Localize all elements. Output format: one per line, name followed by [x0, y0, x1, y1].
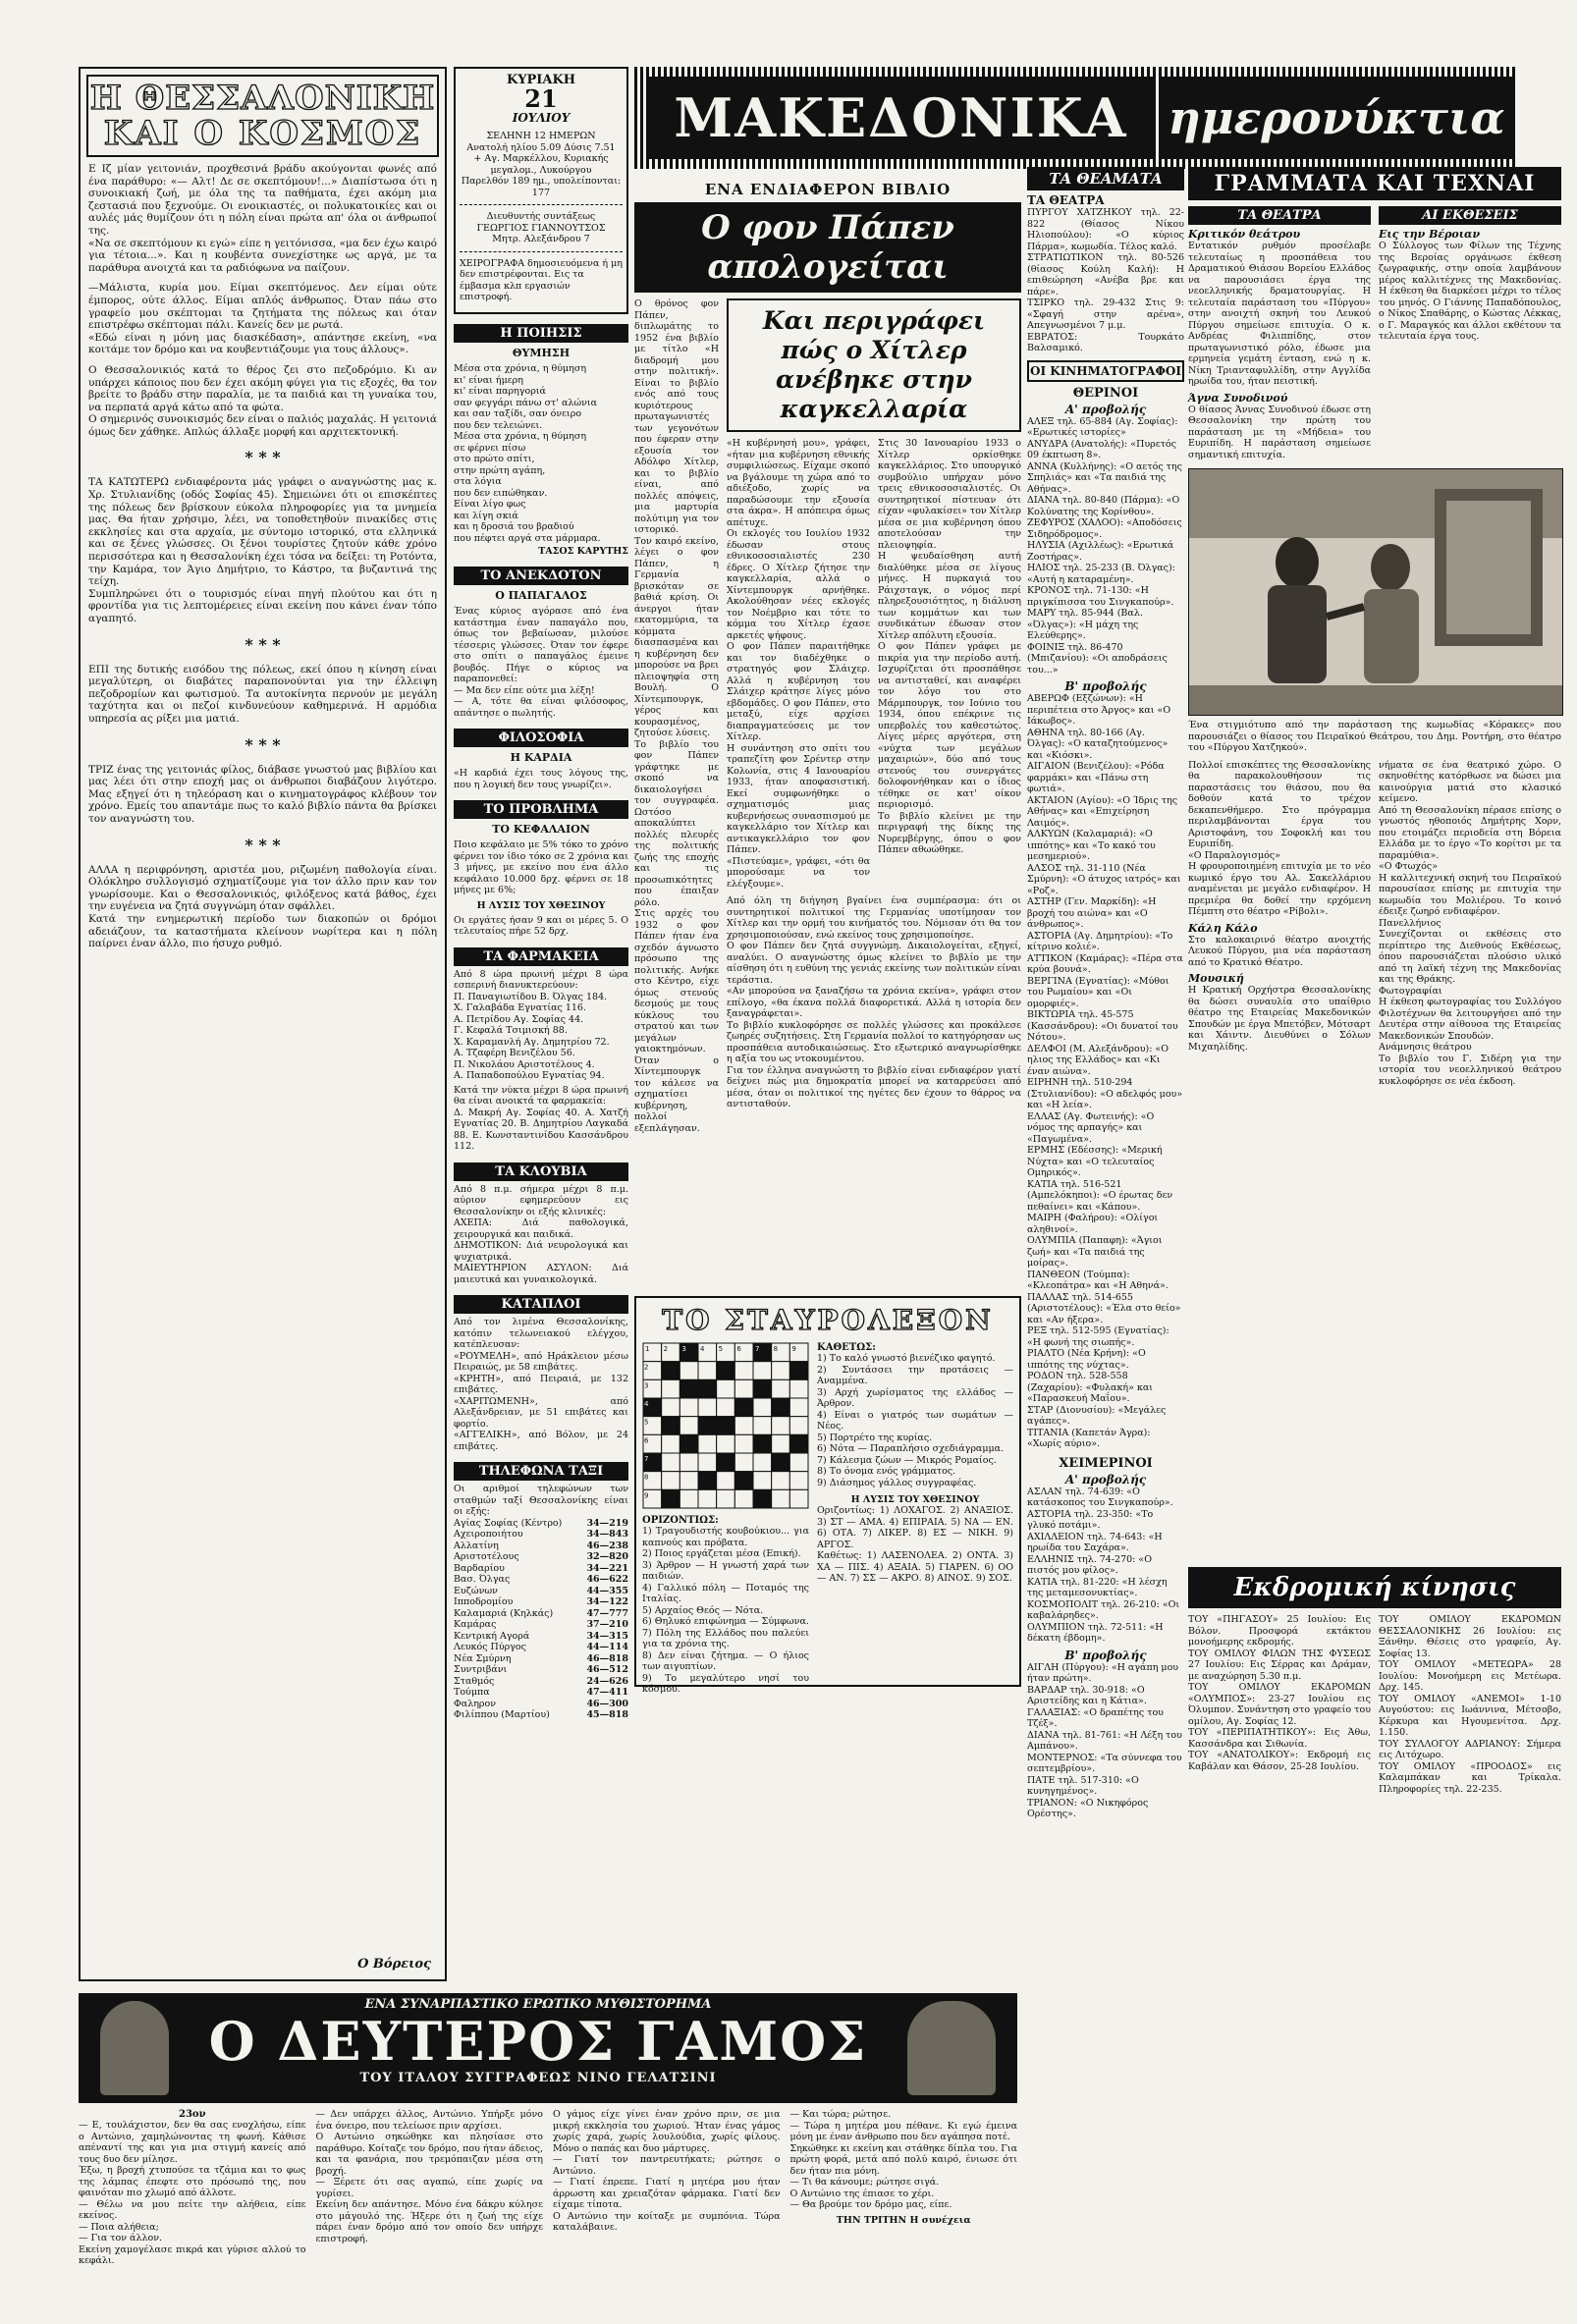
philosophy-section	[454, 729, 632, 790]
unity-header: Άγνα Συνοδινού	[1188, 391, 1288, 405]
theater-photo	[1188, 468, 1563, 716]
section-separator: * * *	[245, 734, 281, 754]
novel-section	[79, 1993, 1017, 2313]
clinics-header: ΤΑ ΚΛΟΥΒΙΑ	[454, 1162, 628, 1181]
poetry-text: Μέσα στα χρόνια, η θύμηση κι' είναι ήμερη κι' είναι παρηγοριά σαν φεγγάρι πάνω στ' αλώνια και σαν ταξίδι, σαν όνειρο που δεν τελειώνει. Μέσα στα χρόνια, η θύμηση σε φέρνει πίσω στο πρώτο σπίτι, στην πρώτη αγάπη, στα λόγια που δεν ειπώθηκαν. Είναι λίγο φως και λίγη σκιά και η δροσιά του βραδιού που πέφτει αργά στα μάρμαρα.	[454, 363, 601, 544]
taxi-phone-row	[454, 1642, 628, 1653]
crossword-cell[interactable]	[662, 1472, 680, 1490]
second-run-list: ΑΒΕΡΩΦ (Εξζώνων): «Η περιπέτεια στο Άργος» και «Ο Ιάκωβος». ΑΘΗΝΑ τηλ. 80-166 (Αγ. Όλγας): «Ο καταζητούμενος» και «Κιόσκι». ΑΙΓΑΙΟΝ (Βενιζέλου): «Ρόδα φαρμάκι» και «Πάνω στη φωτιά». ΑΚΤΑΙΟΝ (Αγίου): «Ο Ίδρις της Αθήνας» και «Επιχείρηση Λαιμός». ΑΛΚΥΩΝ (Καλαμαριά): «Ο ιππότης» και «Το κακό του μεσημεριού». ΑΛΣΟΣ τηλ. 31-110 (Νέα Σμύρνη): «Ο άτυχος ιατρός» και «Ροζ». ΑΣΤΗΡ (Γεν. Μαρκίδη): «Η βροχή του αιώνα» και «Ο άνθρωπος». ΑΣΤΟΡΙΑ (Αγ. Δημητρίου): «Το κίτρινο κολιέ». ΑΤΤΙΚΟΝ (Καμάρας): «Πέρα στα κρύα βουνά». ΒΕΡΓΙΝΑ (Εγνατίας): «Μύθοι του Ρωμαίου» και «Οι ομορφιές». ΒΙΚΤΩΡΙΑ τηλ. 45-575 (Κασσάνδρου): «Οι δυνατοί του Νότου». ΔΕΛΦΟΙ (Μ. Αλεξάνδρου): «Ο ηλιος της Ελλάδος» και «Κι έναν αιώνα». ΕΙΡΗΝΗ τηλ. 510-294 (Στυλιανίδου): «Ο αδελφός μου» και «Η λεία». ΕΛΛΑΣ (Αγ. Φωτεινής): «Ο νόμος της αρπαγής» και «Παγωμένα». ΕΡΜΗΣ (Εδέσσης): «Μερική Νύχτα» και «Ο τελευταίος Ομηρικός». ΚΑΤΙΑ τηλ. 516-521 (Αμπελόκηποι): «Ο έρωτας δεν πεθαίνει» και «Κάπου». ΜΑΙΡΗ (Φαλήρου): «Ολίγοι αληθινοί». ΟΛΥΜΠΙΑ (Παπαφη): «Άγιοι ζωή» και «Τα παιδιά της μοίρας». ΠΑΝΘΕΟΝ (Τούμπα): «Κλεοπάτρα» και «Η Αθηνά». ΠΑΛΛΑΣ τηλ. 514-655 (Αριστοτέλους): «Έλα στο θείο» και «Αν ήξερα». ΡΕΞ τηλ. 512-595 (Εγνατίας): «Η φωνή της σιωπής». ΡΙΑΛΤΟ (Νέα Κρήνη): «Ο ιππότης της νύχτας». ΡΟΔΟΝ τηλ. 528-558 (Ζαχαρίου): «Φυλακή» και «Παρασκευή Μαΐου». ΣΤΑΡ (Διονυσίου): «Μεγάλες αγάπες». ΤΙΤΑΝΙΑ (Καπετάν Άγρα): «Χωρίς αύριο».	[1027, 693, 1183, 1449]
crossword-column-number: 3	[681, 1345, 686, 1353]
crossword-row-number: 7	[644, 1455, 649, 1463]
crossword-cell[interactable]	[772, 1489, 790, 1508]
winter-second-run-list: ΑΙΓΛΗ (Πύργου): «Η αγάπη μου ήταν πρώτη». ΒΑΡΔΑΡ τηλ. 30-918: «Ο Αριστείδης και η Κάτια». ΓΑΛΑΞΙΑΣ: «Ο δραπέτης του Τζέξ». ΔΙΑΝΑ τηλ. 81-761: «Η Λέξη του Αμπάνου». ΜΟΝΤΕΡΝΟΣ: «Τα σύννεφα του σεπτεμβρίου». ΠΑΤΕ τηλ. 517-310: «Ο κυνηγημένος». ΤΡΙΑΝΟΝ: «Ο Νικηφόρος Ορέστης».	[1027, 1661, 1182, 1819]
problem-header: ΤΟ ΠΡΟΒΛΗΜΑ	[454, 800, 628, 819]
music-header: Μουσική	[1188, 972, 1244, 985]
crossword-cell[interactable]	[662, 1453, 680, 1472]
problem-section	[454, 800, 632, 938]
taxi-station-number: 46—818	[586, 1652, 628, 1664]
exhibition-text: Ο Σύλλογος των Φίλων της Τέχνης της Βεροίας οργάνωσε έκθεση ζωγραφικής, στην οποία λαμβάνουν μέρος καλλιτέχνες της Μακεδονίας. Η έκθεση θα διαρκέσει μέχρι το τέλος του μηνός. Ο Γιάννης Παπαδόπουλος, ο Νίκος Σπαθάρης, ο Κώστας Λέκκας, ο Γ. Μαραγκός και άλλοι εκθέτουν τα τελευταία έργα τους.	[1379, 241, 1565, 342]
crossword-cell[interactable]	[698, 1362, 717, 1380]
problem-solution-title: Η ΛΥΣΙΣ ΤΟΥ ΧΘΕΣΙΝΟΥ	[476, 899, 606, 911]
ships-header: ΚΑΤΑΠΛΟΙ	[454, 1295, 628, 1314]
dateline-note: ΧΕΙΡΟΓΡΑΦΑ δημοσιευόμενα ή μη δεν επιστρέφονται. Εις τα έμβασμα κλπ εργασιών επιστροφή.	[460, 257, 625, 302]
crossword-column-number: 1	[645, 1345, 650, 1353]
excursions-banner-title: Εκδρομική κίνησις	[1233, 1573, 1516, 1602]
taxi-phone-row	[454, 1596, 628, 1608]
dateline-box	[454, 67, 628, 314]
taxi-station-number: 47—411	[586, 1687, 628, 1698]
book-article	[634, 181, 1021, 1280]
excursions-text: ΤΟΥ «ΠΗΓΑΣΟΥ» 25 Ιουλίου: Εις Βόλον. Προσφορά εκτάκτου μονοήμερης εκδρομής. ΤΟΥ ΟΜΙΛΟΥ ΦΙΛΩΝ ΤΗΣ ΦΥΣΕΩΣ 27 Ιουλίου: Εις Σέρρας και Δράμαν, με αναχώρηση 5.30 π.μ. ΤΟΥ ΟΜΙΛΟΥ ΕΚΔΡΟΜΩΝ «ΟΛΥΜΠΟΣ»: 23-27 Ιουλίου εις Όλυμπον. Συνάντηση στο γραφείο του ομίλου, Αγ. Σοφίας 12. ΤΟΥ «ΠΕΡΙΠΑΤΗΤΙΚΟΥ»: Εις Άθω, Κασσάνδρα και Σιθωνία. ΤΟΥ «ΑΝΑΤΟΛΙΚΟΥ»: Εκδρομή εις Καβάλαν και Θάσον, 25-28 Ιουλίου.	[1188, 1614, 1371, 1772]
crossword-cell[interactable]	[680, 1362, 698, 1380]
taxi-phones-section	[454, 1462, 632, 1721]
winter-first-run-list: ΑΣΛΑΝ τηλ. 74-639: «Ο κατάσκοπος του Σινγκαπούρ». ΑΣΤΟΡΙΑ τηλ. 23-350: «Το γλυκό ποτάμι». ΑΧΙΛΛΕΙΟΝ τηλ. 74-643: «Η ηρωίδα του Σαχάρα». ΕΛΛΗΝΙΣ τηλ. 74-270: «Ο πιστός μου φίλος». ΚΑΤΙΑ τηλ. 81-220: «Η λέσχη της μεταμεσονυκτίας». ΚΟΣΜΟΠΟΛΙΤ τηλ. 26-210: «Οι καβαλάρηδες». ΟΛΥΜΠΙΟΝ τηλ. 72-511: «Η δέκατη έβδομη».	[1027, 1486, 1180, 1644]
taxi-station-number: 46—238	[586, 1540, 628, 1551]
thessaloniki-paragraph: Ε Ιζ μίαν γειτονιάν, προχθεσινά βράδυ ακούγονται φωνές από ένα παράθυρο: «— Αλτ! Δε σε σκεπτόμουν!...» Διαπίστωσα ότι η συνοικιακή ζωή, με όλα της τα παθήματα, έχει ακόμη μια ζεστασιά που ξεχνούμε. Οι ενοικιαστές, οι πολυκατοικίες και οι αυλές μάς θυμίζουν ότι η πόλη είναι πρώτα απ' όλα οι άνθρωποί της. «Να σε σκεπτόμουν κι εγώ» είπε η γειτόνισσα, «μα δεν έχω καιρό για τέτοια...». Και η κουβέντα συνεχίστηκε ως αργά, με τα παράθυρα ανοιχτά και τα ραδιόφωνα να παίζουν.	[88, 163, 437, 274]
crossword-horizontal-title: ΟΡΙΖΟΝΤΙΩΣ:	[642, 1515, 719, 1526]
thessaloniki-signature: Ο Βόρειος	[357, 1957, 431, 1972]
crossword-row-number: 9	[644, 1491, 649, 1500]
theater-photo-image	[1189, 469, 1562, 715]
letters-right-text: νήματα σε ένα θεατρικό χώρο. Ο σκηνοθέτης κατόρθωσε να δώσει μια καινούργια ματιά στο κλασικό κείμενο. Από τη Θεσσαλονίκη πέρασε επίσης ο γνωστός ηθοποιός Δημήτρης Χορν, που ετοιμάζει περιοδεία στη Βόρεια Ελλάδα με το έργο «Το κορίτσι με τα παραμύθια». «Ο Φτωχός» Η καλλιτεχνική σκηνή του Πειραϊκού παρουσίασε επίσης με επιτυχία την κωμωδία του Μολιέρου. Το κοινό έδειξε ζωηρό ενδιαφέρον. Πανελλήνιος Συνεχίζονται οι εκθέσεις στο περίπτερο της Διεθνούς Εκθέσεως, όπου παρουσιάζεται πλούσιο υλικό από τη λαϊκή τέχνη της Μακεδονίας και της Θράκης. Φωτογραφίαι Η έκθεση φωτογραφίας του Συλλόγου Φιλοτέχνων θα λειτουργήσει από την Δευτέρα στην αίθουσα της Εταιρείας Μακεδονικών Σπουδών. Ανάμνησις θεάτρου Το βιβλίο του Γ. Σιδέρη για την ιστορία του νεοελληνικού θεάτρου κυκλοφόρησε σε νέα έκδοση.	[1379, 759, 1561, 1087]
clinics-section	[454, 1162, 628, 1286]
crossword-cell[interactable]	[680, 1472, 698, 1490]
taxi-phone-row	[454, 1631, 628, 1643]
pharmacies-section	[454, 947, 632, 1153]
theaters-column	[1027, 167, 1184, 2013]
excursions-banner	[1188, 1567, 1561, 1608]
taxi-station-number: 45—818	[586, 1709, 628, 1720]
taxi-phone-row	[454, 1699, 628, 1710]
thessaloniki-column	[79, 67, 447, 1981]
crossword-cell[interactable]	[717, 1489, 735, 1508]
exhibition-subheader: Εις την Βέροιαν	[1379, 228, 1481, 241]
book-article-text: Στις 30 Ιανουαρίου 1933 ο Χίτλερ ορκίσθηκε καγκελλάριος. Στο υπουργικό συμβούλιο υπήρχαν μόνο τρεις εθνικοσοσιαλιστές. Οι συντηρητικοί πίστευαν ότι είχαν «φυλακίσει» τον Χίτλερ μέσα σε μια κυβέρνηση όπου αποτελούσαν την πλειοψηφία. Η ψευδαίσθηση αυτή διαλύθηκε μέσα σε λίγους μήνες. Η πυρκαγιά του Ράιχσταγκ, ο νόμος περί πληρεξουσιότητος, η διάλυση των κομμάτων και των συνδικάτων έδωσαν στον Χίτλερ απόλυτη εξουσία. Ο φον Πάπεν γράφει με πικρία για την περίοδο αυτή. Ισχυρίζεται ότι προσπάθησε να αντισταθεί, και αναφέρει τον λόγο του στο Μάρμπουργκ, τον Ιούνιο του 1934, όπου επέκρινε τις υπερβολές του καθεστώτος. Λίγες μέρες αργότερα, στη «νύχτα των μεγάλων μαχαιριών», δύο από τους στενούς του συνεργάτες δολοφονήθηκαν και ο ίδιος τέθηκε σε κατ' οίκον περιορισμό. Το βιβλίο κλείνει με την περιγραφή της δίκης της Νυρεμβέργης, όπου ο φον Πάπεν αθωώθηκε.	[878, 438, 1021, 855]
novel-text: — Δεν υπάρχει άλλος, Αντώνιο. Υπήρξε μόνο ένα όνειρο, που τελείωσε πριν αρχίσει. Ο Αντώνιο σηκώθηκε και πλησίασε στο παράθυρο. Κοίταζε τον δρόμο, που ήταν άδειος, και τα φανάρια, που τρεμόπαιζαν μέσα στη βροχή. — Ξέρετε ότι σας αγαπώ, είπε χωρίς να γυρίσει. Εκείνη δεν απάντησε. Μόνο ένα δάκρυ κύλησε στο μάγουλό της. Ήξερε ότι η ζωή της είχε πάρει έναν δρόμο από τον οποίο δεν υπήρχε επιστροφή.	[315, 2109, 543, 2244]
theaters-subheader: ΤΑ ΘΕΑΤΡΑ	[1027, 193, 1105, 207]
crossword-cell[interactable]	[789, 1417, 808, 1435]
novel-heading	[79, 1993, 1017, 2103]
dateline-body: ΣΕΛΗΝΗ 12 ΗΜΕΡΩΝ Ανατολή ηλίου 5.09 Δύσις 7.51 + Αγ. Μαρκέλλου, Κυριακής μεγαλομ., Λυκούργου Παρελθόν 189 ημ., υπολείπονται: 177	[461, 131, 622, 198]
thessaloniki-paragraph: ΑΛΛΑ η περιφρόνηση, αριστέα μου, ριζωμένη παθολογία είναι. Ολόκληρο συλλογισμό σχηματίζουμε για τον άλλο πριν καν τον γνωρίσουμε. Και ο Θεσσαλονικιός, φιλόξενος κατά βάθος, έχει την ευγένεια να ζητά συγγνώμη όταν σφάλλει. Κατά την ενημερωτική περίοδο των διακοπών οι δρόμοι αδειάζουν, τα καταστήματα κλείνουν νωρίτερα και η πόλη παίρνει έναν άλλο, πιο ήσυχο ρυθμό.	[88, 863, 437, 950]
crossword-black-cell	[717, 1453, 735, 1472]
crossword-black-cell	[698, 1417, 717, 1435]
crossword-cell[interactable]	[698, 1398, 717, 1417]
thessaloniki-title-line2: ΚΑΙ Ο ΚΟΣΜΟΣ	[103, 114, 422, 153]
unity-text: Ο θίασος Άννας Συνοδινού έδωσε στη Θεσσαλονίκη την πρώτη του παράσταση με τη «Μήδεια» του Ευριπίδη. Η παράσταση σημείωσε σημαντική επιτυχία.	[1188, 404, 1375, 460]
misc-column	[454, 67, 632, 1981]
crossword-black-cell	[772, 1398, 790, 1417]
kalo-header: Κάλη Κάλο	[1188, 921, 1258, 935]
section-separator: * * *	[245, 634, 281, 654]
taxi-station-number: 34—219	[586, 1517, 628, 1529]
crossword-cell[interactable]	[680, 1489, 698, 1508]
crossword-cell[interactable]	[753, 1398, 772, 1417]
section-separator: * * *	[245, 448, 281, 467]
crossword-cell[interactable]	[772, 1417, 790, 1435]
crossword-row-number: 4	[644, 1400, 649, 1408]
taxi-phone-row	[454, 1529, 628, 1540]
philosophy-header: ΦΙΛΟΣΟΦΙΑ	[454, 729, 628, 747]
taxi-station-number: 34—843	[586, 1529, 628, 1540]
pharmacies-night: Κατά την νύκτα μέχρι 8 ώρα πρωινή θα είναι ανοικτά τα φαρμακεία: Δ. Μακρή Αγ. Σοφίας 40. Α. Χατζή Εγνατίας 20. Β. Δημητρίου Λαγκαδά 88. Ε. Κωνσταντινίδου Κασσάνδρου 112.	[454, 1084, 628, 1152]
taxi-station-number: 34—122	[586, 1596, 628, 1607]
crossword-section	[634, 1296, 1021, 1695]
thessaloniki-paragraph: ΤΑ ΚΑΤΩΤΕΡΩ ενδιαφέροντα μάς γράφει ο αναγνώστης μας κ. Χρ. Στυλιανίδης (οδός Σοφίας 45). Σημειώνει ότι οι επισκέπτες της πόλεως δεν βρίσκουν εύκολα πληροφορίες για τα μνημεία μας. Θα ήταν χρήσιμο, λέει, να τοποθετηθούν πινακίδες στις εκκλησίες και στα αρχαία, με σύντομο ιστορικό, στα ελληνικά και σε ξένες γλώσσες. Οι ξένοι τουρίστες ζητούν κάθε χρόνο περισσότερα και η Θεσσαλονίκη έχει τόσα να δείξει: τη Ροτόντα, την Καμάρα, τον Άγιο Δημήτριο, το Κάστρο, τα βυζαντινά της τείχη. Συμπληρώνει ότι ο τουρισμός είναι πηγή πλούτου και ότι η φροντίδα για τις λεπτομέρειες είναι εκείνη που κάνει έναν τόπο αγαπητό.	[88, 476, 437, 624]
crossword-black-cell	[753, 1434, 772, 1453]
taxi-station-number: 44—114	[586, 1642, 628, 1652]
crossword-cell[interactable]	[698, 1489, 717, 1508]
taxi-station-name: Κεντρική Αγορά	[454, 1630, 530, 1642]
ships-text: Από τον λιμένα Θεσσαλονίκης, κατόπιν τελωνειακού ελέγχου, κατέπλευσαν: «ΡΟΥΜΕΛΗ», από Ηράκλειον μέσω Πειραιώς, με 58 επιβάτες. «ΚΡΗΤΗ», από Πειραιά, με 132 επιβάτες. «ΧΑΡΙΤΩΜΕΝΗ», από Αλεξάνδρειαν, με 51 επιβάτες και φορτίο. «ΑΓΓΕΛΙΚΗ», από Βόλον, με 24 επιβάτες.	[454, 1317, 628, 1452]
crossword-cell[interactable]	[789, 1489, 808, 1508]
photo-caption: Ένα στιγμιότυπο από την παράσταση της κωμωδίας «Κόρακες» που παρουσιάζει ο θίασος του Πειραϊκού Θεάτρου, του Δημ. Ροντήρη, στο θέατρο του «Πύργου Χατζηκού».	[1188, 720, 1565, 753]
crossword-cell[interactable]	[680, 1398, 698, 1417]
banner-title: ΜΑΚΕΔΟΝΙΚΑ	[674, 86, 1128, 149]
novel-illustration-left	[100, 2001, 169, 2095]
taxi-station-name: Καμάρας	[454, 1619, 497, 1630]
book-article-text: Από όλη τη διήγηση βγαίνει ένα συμπέρασμα: ότι οι συντηρητικοί πολιτικοί της Γερμανίας υποτίμησαν τον Χίτλερ και την ορμή του κινήματός του. Νόμισαν ότι θα τον χρησιμοποιούσαν, ενώ εκείνος τους χρησιμοποίησε. Ο φον Πάπεν δεν ζητά συγγνώμη. Δικαιολογείται, εξηγεί, αναλύει. Ο αναγνώστης όμως κλείνει το βιβλίο με την αίσθηση ότι η ευθύνη της γενιάς εκείνης των πολιτικών είναι τεράστια. «Αν μπορούσα να ξαναζήσω τα χρόνια εκείνα», γράφει στον επίλογο, «θα έκανα πολλά διαφορετικά. Αλλά η ιστορία δεν ξαναγράφεται». Το βιβλίο κυκλοφόρησε σε πολλές γλώσσες και προκάλεσε ζωηρές συζητήσεις. Στη Γερμανία πολλοί το κατηγόρησαν ως προσπάθεια αυτοδικαιώσεως. Στο εξωτερικό αναγνωρίσθηκε η αξία του ως ντοκουμέντου. Για τον έλληνα αναγνώστη το βιβλίο είναι ενδιαφέρον γιατί δείχνει πώς μια δημοκρατία μπορεί να καταρρεύσει από μέσα, όταν οι πολιτικοί της ηγέτες δεν έχουν το θάρρος να αντισταθούν.	[727, 895, 1021, 1109]
novel-kicker: ΕΝΑ ΣΥΝΑΡΠΑΣΤΙΚΟ ΕΡΩΤΙΚΟ ΜΥΘΙΣΤΟΡΗΜΑ	[364, 1997, 712, 2012]
crossword-black-cell	[717, 1417, 735, 1435]
taxi-station-number: 46—622	[586, 1574, 628, 1585]
crossword-cell[interactable]	[662, 1434, 680, 1453]
crossword-grid[interactable]	[642, 1342, 809, 1509]
poetry-section	[454, 324, 628, 557]
winter-cinemas-label: ΧΕΙΜΕΡΙΝΟΙ	[1059, 1455, 1153, 1471]
taxi-station-name: Ιπποδρομίου	[454, 1596, 514, 1607]
crossword-column-number: 5	[718, 1345, 724, 1353]
crossword-cell[interactable]	[734, 1489, 753, 1508]
book-kicker: ΕΝΑ ΕΝΔΙΑΦΕΡΟΝ ΒΙΒΛΙΟ	[704, 181, 952, 198]
crossword-cell[interactable]	[698, 1453, 717, 1472]
crossword-cell[interactable]	[753, 1472, 772, 1490]
thessaloniki-paragraph: Ο Θεσσαλονικιός κατά το θέρος ζει στο πεζοδρόμιο. Κι αν υπάρχει κάποιος που δεν έχει ακόμη φύγει για τις εξοχές, θα τον βρείτε το βράδυ στην παραλία, με τα παιδιά και τη γυναίκα του, να περπατά αργά κάτω από τα φώτα. Ο σημερινός συνοικισμός δεν είναι ο παλιός μαχαλάς. Η γειτονιά όμως δεν χάθηκε. Απλώς άλλαξε μορφή και αρχιτεκτονική.	[88, 363, 437, 438]
taxi-station-name: Αγίας Σοφίας (Κέντρο)	[454, 1517, 563, 1529]
taxi-phone-row	[454, 1619, 628, 1631]
anecdote-header: ΤΟ ΑΝΕΚΔΟΤΟΝ	[454, 567, 628, 585]
poetry-title: ΘΥΜΗΣΗ	[512, 347, 571, 359]
book-subtitle-line2: ανέβηκε στην καγκελλαρία	[776, 365, 972, 423]
taxi-station-name: Συντριβάνι	[454, 1664, 508, 1675]
pharmacies-list: Π. Παναγιωτίδου Β. Όλγας 184. Χ. Γαλαβάδα Εγνατίας 116. Α. Πετρίδου Αγ. Σοφίας 44. Γ. Κεφαλά Τσιμισκή 88. Χ. Καραμανλή Αγ. Δημητρίου 72. Α. Τζαφέρη Βενιζέλου 56. Π. Νικολάου Αριστοτέλους 4. Α. Παπαδοπούλου Εγνατίας 94.	[454, 991, 610, 1081]
crossword-black-cell	[717, 1362, 735, 1380]
crossword-black-cell	[662, 1417, 680, 1435]
crossword-cell[interactable]	[753, 1362, 772, 1380]
crossword-solution: Οριζοντίως: 1) ΛΟΧΑΓΟΣ. 2) ΑΝΑΞΙΟΣ. 3) ΣΤ — ΑΜΑ. 4) ΕΠΙΡΑΙΑ. 5) ΝΑ — ΕΝ. 6) ΟΤΑ. 7) ΛΙΚΕΡ. 8) ΕΣ — ΝΙΚΗ. 9) ΑΡΓΟΣ. Καθέτως: 1) ΛΑΣΕΝΟΛΕΑ. 2) ΟΝΤΑ. 3) ΧΑ — ΠΙΣ. 4) ΑΞΑΙΑ. 5) ΓΙΑΡΕΝ. 6) ΟΟ — ΑΝ. 7) ΣΣ — ΑΚΡΟ. 8) ΑΙΝΟΣ. 9) ΣΟΣ.	[817, 1505, 1013, 1584]
crossword-column-number: 2	[663, 1345, 669, 1353]
taxi-phone-row	[454, 1540, 628, 1552]
crossword-black-cell	[680, 1434, 698, 1453]
dateline-editor: Διευθυντής συντάξεως ΓΕΩΡΓΙΟΣ ΓΙΑΝΝΟΥΤΣΟΣ Μητρ. Αλεξάνδρου 7	[476, 211, 606, 244]
crossword-cell[interactable]	[717, 1379, 735, 1398]
banner-script: ημερονύκτια	[1168, 91, 1505, 144]
taxi-station-number: 46—512	[586, 1664, 628, 1675]
taxi-station-name: Αλλατίνη	[454, 1540, 499, 1551]
crossword-black-cell	[662, 1489, 680, 1508]
crossword-column-number: 7	[755, 1345, 760, 1353]
poetry-author: ΤΑΣΟΣ ΚΑΡΥΤΗΣ	[538, 546, 628, 557]
taxi-phone-row	[454, 1709, 628, 1721]
taxi-station-name: Λευκός Πύργος	[454, 1642, 526, 1652]
crossword-column-number: 6	[736, 1345, 741, 1353]
main-banner	[634, 67, 1577, 175]
crossword-cell[interactable]	[789, 1472, 808, 1490]
crossword-vertical-title: ΚΑΘΕΤΩΣ:	[817, 1342, 876, 1353]
letters-theaters-header: ΤΑ ΘΕΑΤΡΑ	[1188, 206, 1371, 225]
crossword-cell[interactable]	[772, 1379, 790, 1398]
crossword-cell[interactable]	[680, 1453, 698, 1472]
philosophy-title: Η ΚΑΡΔΙΑ	[510, 751, 572, 764]
anecdote-section	[454, 567, 628, 719]
crossword-black-cell	[753, 1379, 772, 1398]
letters-banner	[1188, 167, 1561, 200]
taxi-station-number: 34—221	[586, 1562, 628, 1574]
book-article-text: «Η κυβέρνησή μου», γράφει, «ήταν μια κυβέρνηση εθνικής συμφιλιώσεως. Είχαμε σκοπό να βγάλουμε τη χώρα από το αδιέξοδο, χωρίς να παραδώσουμε την εξουσία στα άκρα». Η απόπειρα όμως απέτυχε. Οι εκλογές του Ιουλίου 1932 έδωσαν στους εθνικοσοσιαλιστές 230 έδρες. Ο Χίτλερ ζήτησε την καγκελλαρία, αλλά ο Χίντεμπουργκ αρνήθηκε. Ακολούθησαν νέες εκλογές τον Νοέμβριο και τότε το κόμμα του Χίτλερ έχασε αρκετές ψήφους. Ο φον Πάπεν παραιτήθηκε και τον διαδέχθηκε ο στρατηγός φον Σλάιχερ. Αλλά η κυβέρνηση του Σλάιχερ κράτησε λίγες μόνο εβδομάδες. Ο φον Πάπεν, στο μεταξύ, είχε αρχίσει διαπραγματεύσεις με τον Χίτλερ. Η συνάντηση στο σπίτι του τραπεζίτη φον Σρέντερ στην Κολωνία, στις 4 Ιανουαρίου 1933, ήταν αποφασιστική. Εκεί συμφωνήθηκε ο σχηματισμός μιας κυβερνήσεως συνασπισμού με καγκελλάριο τον Χίτλερ και αντικαγκελλάριο τον φον Πάπεν. «Πιστεύαμε», γράφει, «ότι θα μπορούσαμε να τον ελέγξουμε».	[727, 438, 870, 890]
crossword-title: ΤΟ ΣΤΑΥΡΟΛΕΞΟΝ	[662, 1304, 994, 1336]
taxi-station-name: Αχειροποιήτου	[454, 1529, 523, 1540]
book-article-text: Ο θρόνος φον Πάπεν, διπλωμάτης το 1952 ένα βιβλίο με τίτλο «Η διαδρομή μου στην πολιτική». Είναι το βιβλίο ενός από τους κυριότερους πρωταγωνιστές των γεγονότων που έφεραν στην εξουσία τον Αδόλφο Χίτλερ, και το βιβλίο είναι, από πολλές απόψεις, μια μαρτυρία πολύτιμη για τον ιστορικό. Τον καιρό εκείνο, λέγει ο φον Πάπεν, η Γερμανία βρισκόταν σε βαθιά κρίση. Οι άνεργοι ήταν εκατομμύρια, τα κόμματα διασπασμένα και η κυβέρνηση δεν μπορούσε να βρει πλειοψηφία στη Βουλή. Ο Χίντεμπουργκ, γέρος και κουρασμένος, ζητούσε λύσεις. Το βιβλίο του φον Πάπεν γράφτηκε με σκοπό να δικαιολογήσει τον συγγραφέα. Ωστόσο αποκαλύπτει πολλές πλευρές της πολιτικής ζωής της εποχής και τις προσωπικότητες που έπαιξαν ρόλο. Στις αρχές του 1932 ο φον Πάπεν ήταν ένα σχεδόν άγνωστο πρόσωπο της πολιτικής. Ανήκε στο Κέντρο, είχε όμως στενούς δεσμούς με τους κύκλους του στρατού και των μεγάλων γαιοκτημόνων. Όταν ο Χίντεμπουργκ τον κάλεσε να σχηματίσει κυβέρνηση, πολλοί εξεπλάγησαν.	[634, 298, 719, 1134]
crossword-black-cell	[734, 1398, 753, 1417]
crossword-row-number: 8	[644, 1473, 649, 1482]
taxi-station-number: 24—626	[586, 1675, 628, 1687]
book-subtitle-box	[727, 298, 1021, 432]
crossword-cell[interactable]	[772, 1434, 790, 1453]
taxi-station-name: Τούμπα	[454, 1687, 490, 1698]
taxi-phone-row	[454, 1653, 628, 1665]
thessaloniki-heading	[86, 75, 439, 157]
taxi-phone-row	[454, 1687, 628, 1699]
taxi-station-number: 44—355	[586, 1585, 628, 1596]
taxi-station-number: 47—777	[586, 1607, 628, 1619]
second-run-label: Β' προβολής	[1064, 679, 1147, 693]
crossword-cell[interactable]	[734, 1453, 753, 1472]
taxi-phones-list	[454, 1518, 628, 1721]
crossword-cell[interactable]	[734, 1362, 753, 1380]
crossword-cell[interactable]	[789, 1453, 808, 1472]
taxi-phones-intro: Οι αριθμοί τηλεφώνων των σταθμών ταξί Θεσσαλονίκης είναι οι εξής:	[454, 1484, 632, 1517]
winter-second-run-label: Β' προβολής	[1064, 1648, 1147, 1662]
pharmacies-intro: Από 8 ώρα πρωινή μέχρι 8 ώρα εσπερινή διανυκτερεύουν:	[454, 968, 632, 991]
taxi-station-number: 37—210	[586, 1619, 628, 1630]
anecdote-title: Ο ΠΑΠΑΓΑΛΟΣ	[495, 589, 587, 602]
book-subtitle-line1: Και περιγράφει πώς ο Χίτλερ	[762, 306, 986, 364]
novel-byline: ΤΟΥ ΙΤΑΛΟΥ ΣΥΓΓΡΑΦΕΩΣ ΝΙΝΟ ΓΕΛΑΤΣΙΝΙ	[359, 2071, 717, 2085]
crossword-solution-title: Η ΛΥΣΙΣ ΤΟΥ ΧΘΕΣΙΝΟΥ	[850, 1494, 980, 1505]
crossword-cell[interactable]	[662, 1398, 680, 1417]
crossword-row-number: 2	[644, 1363, 649, 1372]
winter-first-run-label: Α' προβολής	[1064, 1472, 1147, 1486]
dateline-month: ΙΟΥΛΙΟΥ	[512, 111, 571, 125]
dateline-date: 21	[524, 84, 558, 113]
music-text: Η Κρατική Ορχήστρα Θεσσαλονίκης θα δώσει συναυλία στο υπαίθριο θέατρο της Εταιρείας Μακεδονικών Σπουδών με έργα Μπετόβεν, Μότσαρτ και Χάιντν. Διευθύνει ο Σόλων Μιχαηλίδης.	[1188, 985, 1375, 1053]
first-run-label: Α' προβολής	[1064, 402, 1147, 416]
crossword-cell[interactable]	[717, 1472, 735, 1490]
taxi-phone-row	[454, 1586, 628, 1597]
taxi-station-name: Βαρδαρίου	[454, 1562, 505, 1574]
book-title-bar	[634, 202, 1021, 293]
summer-cinemas-label: ΘΕΡΙΝΟΙ	[1072, 385, 1139, 401]
crossword-cell[interactable]	[753, 1417, 772, 1435]
thessaloniki-paragraph: —Μάλιστα, κυρία μου. Είμαι σκεπτόμενος. Δεν είμαι ούτε έμπορος, ούτε άλλος. Είμαι απλός άνθρωπος. Όταν πάω στο γραφείο μου σκέπτομαι τα ζητήματα της πόλεως και όταν επιστρέφω σκέπτομαι πάλι. Κανείς δεν με ρωτά. «Εδώ είναι η μόνη μας διασκέδαση», απάντησε εκείνη, «να κοιτάμε τον δρόμο και να κουβεντιάζουμε για τους άλλους».	[88, 282, 437, 356]
cinemas-header: ΟΙ ΚΙΝΗΜΑΤΟΓΡΑΦΟΙ	[1027, 360, 1184, 382]
theaters-header: ΤΑ ΘΕΑΜΑΤΑ	[1027, 167, 1184, 190]
problem-text: Ποιο κεφάλαιο με 5% τόκο το χρόνο φέρνει τον ίδιο τόκο σε 2 χρόνια και 3 μήνες, με εκείνο που ένα άλλο κεφάλαιο 10.000 δρχ. φέρνει σε 18 μήνες με 6%;	[454, 839, 632, 895]
taxi-phone-row	[454, 1551, 628, 1563]
novel-text: — Ε, τουλάχιστον, δεν θα σας ενοχλήσω, είπε ο Αντώνιο, χαμηλώνοντας τη φωνή. Κάθισε απέναντί της και για μια στιγμή κανείς από τους δυο δεν μίλησε. Έξω, η βροχή χτυπούσε τα τζάμια και το φως της λάμπας έπεφτε στο πρόσωπό της, που φαινόταν πιο χλωμό από άλλοτε. — Θέλω να μου πείτε την αλήθεια, είπε εκείνος. — Ποια αλήθεια; — Για τον άλλον. Εκείνη χαμογέλασε πικρά και γύρισε αλλού το κεφάλι.	[79, 2120, 306, 2266]
crossword-column-number: 8	[773, 1345, 779, 1353]
anecdote-text: Ένας κύριος αγόρασε από ένα κατάστημα έναν παπαγάλο που, όπως τον βεβαίωσαν, μιλούσε τέσσερις γλώσσες. Όταν τον έφερε στο σπίτι ο παπαγάλος έμεινε βουβός. Πήγε ο κύριος να παραπονεθεί: — Μα δεν είπε ούτε μια λέξη! — Α, τότε θα είναι φιλόσοφος, απάντησε ο πωλητής.	[454, 606, 628, 719]
crossword-black-cell	[789, 1362, 808, 1380]
taxi-phone-row	[454, 1664, 628, 1676]
section-separator: * * *	[245, 835, 281, 854]
thessaloniki-paragraph: ΕΠΙ της δυτικής εισόδου της πόλεως, εκεί όπου η κίνηση είναι μεγαλύτερη, οι διαβάτες παραπονούνται για την έλλειψη πεζοδρομίων και φωτισμού. Τα αυτοκίνητα περνούν με μεγάλη ταχύτητα και οι πεζοί κινδυνεύουν καθημερινά. Η αρμόδια υπηρεσία ας ρίξει μια ματιά.	[88, 663, 441, 725]
crossword-cell[interactable]	[753, 1453, 772, 1472]
first-run-list: ΑΛΕΞ τηλ. 65-884 (Αγ. Σοφίας): «Ερωτικές ιστορίες» ΑΝΥΔΡΑ (Ανατολής): «Πυρετός 09 έκπτωση 8». ΑΝΝΑ (Κυλλήνης): «Ο αετός της Σπηλιάς» και «Τα παιδιά της Αθήνας». ΔΙΑΝΑ τηλ. 80-840 (Πάρμα): «Ο Κολύνατης της Κορίνθου». ΖΕΦΥΡΟΣ (ΧΑΛΟΟ): «Αποδόσεις Σιδηρόδρομος». ΗΛΥΣΙΑ (Αχιλλέως): «Ερωτικά Ζοστήρας». ΗΛΙΟΣ τηλ. 25-233 (Β. Όλγας): «Αυτή η καταραμένη». ΚΡΟΝΟΣ τηλ. 71-130: «Η πριγκίπισσα του Σινγκαπούρ». ΜΑΡΥ τηλ. 85-944 (Βαλ. «Όλγας»): «Η μάχη της Ελεύθερης». ΦΟΙΝΙΞ τηλ. 86-470 (Μπιζανίου): «Οι αποδράσεις του...»	[1027, 415, 1182, 676]
taxi-phone-row	[454, 1518, 628, 1530]
novel-episode: 23ον	[178, 2109, 206, 2120]
taxi-phone-row	[454, 1574, 628, 1586]
crossword-cell[interactable]	[789, 1379, 808, 1398]
crossword-cell[interactable]	[698, 1434, 717, 1453]
crossword-horizontal-clues: 1) Τραγουδιστής κουβούκιου... για καπνούς και πρόβατα. 2) Ποιος εργάζεται μέσα (Επική). 3) Άρθρον — Η γνωστή χαρά των παιδιών. 4) Γαλλικό πόλη — Ποταμός της Ιταλίας. 5) Αρχαίος Θεός — Νότα. 6) Θηλυκό επιφώνημα — Σύμφωνα. 7) Πόλη της Ελλάδος που παλεύει για τα χρόνια της. 8) Δεν είναι ζήτημα. — Ο ήλιος των αιγυπτίων. 9) Το μεγαλύτερο νησί του κόσμου.	[642, 1526, 809, 1695]
taxi-station-number: 34—315	[586, 1630, 628, 1642]
crossword-cell[interactable]	[734, 1417, 753, 1435]
crossword-black-cell	[698, 1379, 717, 1398]
taxi-station-name: Νέα Σμύρνη	[454, 1652, 512, 1664]
taxi-station-name: Φαληρον	[454, 1698, 496, 1709]
crossword-cell[interactable]	[717, 1398, 735, 1417]
crossword-black-cell	[734, 1472, 753, 1490]
crossword-black-cell	[662, 1362, 680, 1380]
clinics-text: Από 8 π.μ. σήμερα μέχρι 8 π.μ. αύριον εφημερεύουν εις Θεσσαλονίκην οι εξής κλινικές: ΑΧΕΠΑ: Διά παθολογικά, χειρουργικά και παιδικά. ΔΗΜΟΤΙΚΟΝ: Διά νευρολογικά και ψυχιατρικά. ΜΑΙΕΥΤΗΡΙΟΝ ΑΣΥΛΟΝ: Διά μαιευτικά και γυναικολογικά.	[454, 1183, 628, 1285]
book-title: Ο φον Πάπεν απολογείται	[701, 208, 954, 287]
crossword-column-number: 9	[791, 1345, 796, 1353]
ships-section	[454, 1295, 628, 1452]
letters-column	[1188, 167, 1565, 1561]
taxi-station-number: 46—300	[586, 1698, 628, 1709]
crossword-cell[interactable]	[662, 1379, 680, 1398]
crossword-column-number: 4	[700, 1345, 705, 1353]
poetry-header: Η ΠΟΙΗΣΙΣ	[454, 324, 628, 343]
crossword-black-cell	[698, 1472, 717, 1490]
crossword-cell[interactable]	[772, 1362, 790, 1380]
novel-continued: ΤΗΝ ΤΡΙΤΗΝ Η συνέχεια	[836, 2214, 971, 2226]
taxi-phone-row	[454, 1563, 628, 1575]
taxi-station-name: Φιλίππου (Μαρτίου)	[454, 1709, 550, 1720]
thessaloniki-paragraph: ΤΡΙΖ ένας της γειτονιάς φίλος, διάβασε γνωστού μας βιβλίου και μας λέει ότι στην εποχή μας οι άνθρωποι διαβάζουν λιγότερο. Μας εξηγεί ότι η τηλεόραση και ο κινηματογράφος κλέβουν τον χρόνο. Εμείς του απαντάμε πως το καλό βιβλίο πάντα θα βρίσκει τον αναγνώστη του.	[88, 763, 441, 825]
crossword-cell[interactable]	[717, 1434, 735, 1453]
kalo-text: Στο καλοκαιρινό θέατρο ανοιχτής Λευκού Πύργου, μια νέα παράσταση από το Κρατικό Θέατρο.	[1188, 934, 1375, 968]
taxi-station-name: Σταθμός	[454, 1675, 495, 1687]
crossword-black-cell	[680, 1379, 698, 1398]
critic-text: Εντατικόν ρυθμόν προσέλαβε τελευταίως η προσπάθεια του Δραματικού Θιάσου Βορείου Ελλάδος να παρουσιάσει έργα της νεοελληνικής δραματουργίας. Η τελευταία παράσταση του «Πύργου» στην ανοιχτή σκηνή του Λευκού Πύργου σημείωσε επιτυχία. Ο κ. Ανδρέας Φιλιππίδης, στον πρωταγωνιστικό ρόλο, έδωσε μια ερμηνεία γεμάτη ένταση, ενώ η κ. Νίκη Τριανταφυλλίδη, στην Αγγλίδα ηρωίδα του, ήταν πειστική.	[1188, 241, 1375, 387]
crossword-row-number: 6	[644, 1436, 649, 1445]
novel-title: Ο ΔΕΥΤΕΡΟΣ ΓΑΜΟΣ	[208, 2010, 868, 2073]
dateline-day: ΚΥΡΙΑΚΗ	[506, 73, 576, 87]
crossword-vertical-clues: 1) Το καλό γνωστό βιενέζικο φαγητό. 2) Συντάσσει την προτάσεις — Αναμμένα. 3) Αρχή χωρίσματος της ελλάδος — Άρθρον. 4) Είναι ο γιατρός των σωμάτων — Νέος. 5) Πορτρέτο της κυρίας. 6) Νότα — Παραπλήσιο σχεδιάγραμμα. 7) Κάλεσμα ζώων — Μικρός Ρομαίος. 8) Το όνομα ενός γράμματος. 9) Διάσημος γάλλος συγγραφέας.	[817, 1353, 1013, 1488]
taxi-station-name: Βασ. Όλγας	[454, 1574, 511, 1585]
excursions-text: ΤΟΥ ΟΜΙΛΟΥ ΕΚΔΡΟΜΩΝ ΘΕΣΣΑΛΟΝΙΚΗΣ 26 Ιουλίου: εις Ξάνθην. Θέσεις στο γραφείο, Αγ. Σοφίας 13. ΤΟΥ ΟΜΙΛΟΥ «ΜΕΤΕΩΡΑ» 28 Ιουλίου: Μονοήμερη εις Μετέωρα. Δρχ. 145. ΤΟΥ ΟΜΙΛΟΥ «ΑΝΕΜΟΙ» 1-10 Αυγούστου: εις Ιωάννινα, Μέτσοβο, Κέρκυρα και Ηγουμενίτσα. Δρχ. 1.150. ΤΟΥ ΣΥΛΛΟΓΟΥ ΑΔΡΙΑΝΟΥ: Σήμερα εις Λιτόχωρο. ΤΟΥ ΟΜΙΛΟΥ «ΠΡΟΟΔΟΣ» εις Καλαμπάκαν και Τρίκαλα. Πληροφορίες τηλ. 22-235.	[1379, 1614, 1561, 1795]
taxi-station-name: Αριστοτέλους	[454, 1551, 519, 1562]
novel-text: — Και τώρα; ρώτησε. — Τώρα η μητέρα μου πέθανε. Κι εγώ έμεινα μόνη με έναν άνθρωπο που δεν αγάπησα ποτέ. Σηκώθηκε κι εκείνη και στάθηκε δίπλα του. Για πρώτη φορά, μετά από πολύ καιρό, ένιωσε ότι δεν ήταν πια μόνη. — Τι θα κάνουμε; ρώτησε σιγά. Ο Αντώνιο της έπιασε το χέρι. — Θα βρούμε τον δρόμο μας, είπε.	[789, 2109, 1017, 2210]
crossword-row-number: 3	[644, 1381, 649, 1390]
crossword-cell[interactable]	[680, 1417, 698, 1435]
crossword-cell[interactable]	[789, 1398, 808, 1417]
crossword-cell[interactable]	[734, 1379, 753, 1398]
thessaloniki-title-line1: Η ΘΕΣΣΑΛΟΝΙΚΗ	[89, 79, 436, 118]
crossword-black-cell	[772, 1453, 790, 1472]
philosophy-text: «Η καρδιά έχει τους λόγους της, που η λογική δεν τους γνωρίζει».	[454, 768, 632, 790]
theaters-text: ΠΥΡΓΟΥ ΧΑΤΖΗΚΟΥ τηλ. 22-822 (Θίασος Νίκου Ηλιοπούλου): «Ο κύριος Πάρμα», κωμωδία. Τέλος καλό. ΣΤΡΑΤΙΩΤΙΚΟΝ τηλ. 80-526 (θίασος Κούλη Καλή): Η επιθεώρηση «Ανέβα βρε και πάρε». ΤΣΙΡΚΟ τηλ. 29-432 Στις 9: «Σφαγή στην αρένα», Απεγνωσμένοι 7 μ.μ. ΕΒΡΑΤΟΣ: Τουρκάτο Βαλσαμικό.	[1027, 207, 1184, 353]
letters-banner-title: ΓΡΑΜΜΑΤΑ ΚΑΙ ΤΕΧΝΑΙ	[1214, 171, 1536, 196]
novel-text: Ο γάμος είχε γίνει έναν χρόνο πριν, σε μια μικρή εκκλησία του χωριού. Ήταν ένας γάμος χωρίς χαρά, χωρίς λουλούδια, χωρίς φίλους. Μόνο ο παπάς και δυο μάρτυρες. — Γιατί τον παντρευτήκατε; ρώτησε ο Αντώνιο. — Γιατί έπρεπε. Γιατί η μητέρα μου ήταν άρρωστη και χρειαζόταν φάρμακα. Γιατί δεν είχαμε τίποτα. Ο Αντώνιο την κοίταξε με συμπόνια. Τώρα καταλάβαινε.	[553, 2109, 781, 2233]
crossword-row-number: 5	[644, 1418, 649, 1427]
crossword-black-cell	[789, 1434, 808, 1453]
pharmacies-header: ΤΑ ΦΑΡΜΑΚΕΙΑ	[454, 947, 628, 966]
taxi-phones-header: ΤΗΛΕΦΩΝΑ ΤΑΞΙ	[454, 1462, 628, 1481]
critic-title: Κριτικόν θεάτρου	[1188, 228, 1301, 241]
taxi-phone-row	[454, 1608, 628, 1620]
problem-solution: Οι εργάτες ήσαν 9 και οι μέρες 5. Ο τελευταίος πήρε 52 δρχ.	[454, 914, 632, 937]
novel-illustration-right	[907, 2001, 996, 2095]
letters-more-text: Πολλοί επισκέπτες της Θεσσαλονίκης θα παρακολουθήσουν τις παραστάσεις του θιάσου, που θα δοθούν κατά το τρέχον δεκαπενθήμερο. Στο πρόγραμμα περιλαμβάνονται έργα του Αριστοφάνη, του Σοφοκλή και του Ευριπίδη. «Ο Παραλογισμός» Η φρουροποιημένη επιτυχία με το νέο κωμικό έργο του Αλ. Σακελλάριου αναμένεται με μεγάλο ενδιαφέρον. Η πρεμιέρα θα δοθεί την ερχόμενη Πέμπτη στο θέατρο «Ρίβολι».	[1188, 759, 1371, 917]
exhibitions-header: ΑΙ ΕΚΘΕΣΕΙΣ	[1379, 206, 1561, 225]
taxi-phone-row	[454, 1676, 628, 1688]
crossword-cell[interactable]	[772, 1472, 790, 1490]
taxi-station-name: Καλαμαριά (Κηλκάς)	[454, 1607, 554, 1619]
excursions-column	[1188, 1567, 1561, 2205]
problem-title: ΤΟ ΚΕΦΑΛΑΙΟΝ	[492, 823, 590, 836]
crossword-black-cell	[753, 1489, 772, 1508]
taxi-station-name: Ευζώνων	[454, 1585, 498, 1596]
taxi-station-number: 32—820	[586, 1551, 628, 1562]
crossword-cell[interactable]	[734, 1434, 753, 1453]
